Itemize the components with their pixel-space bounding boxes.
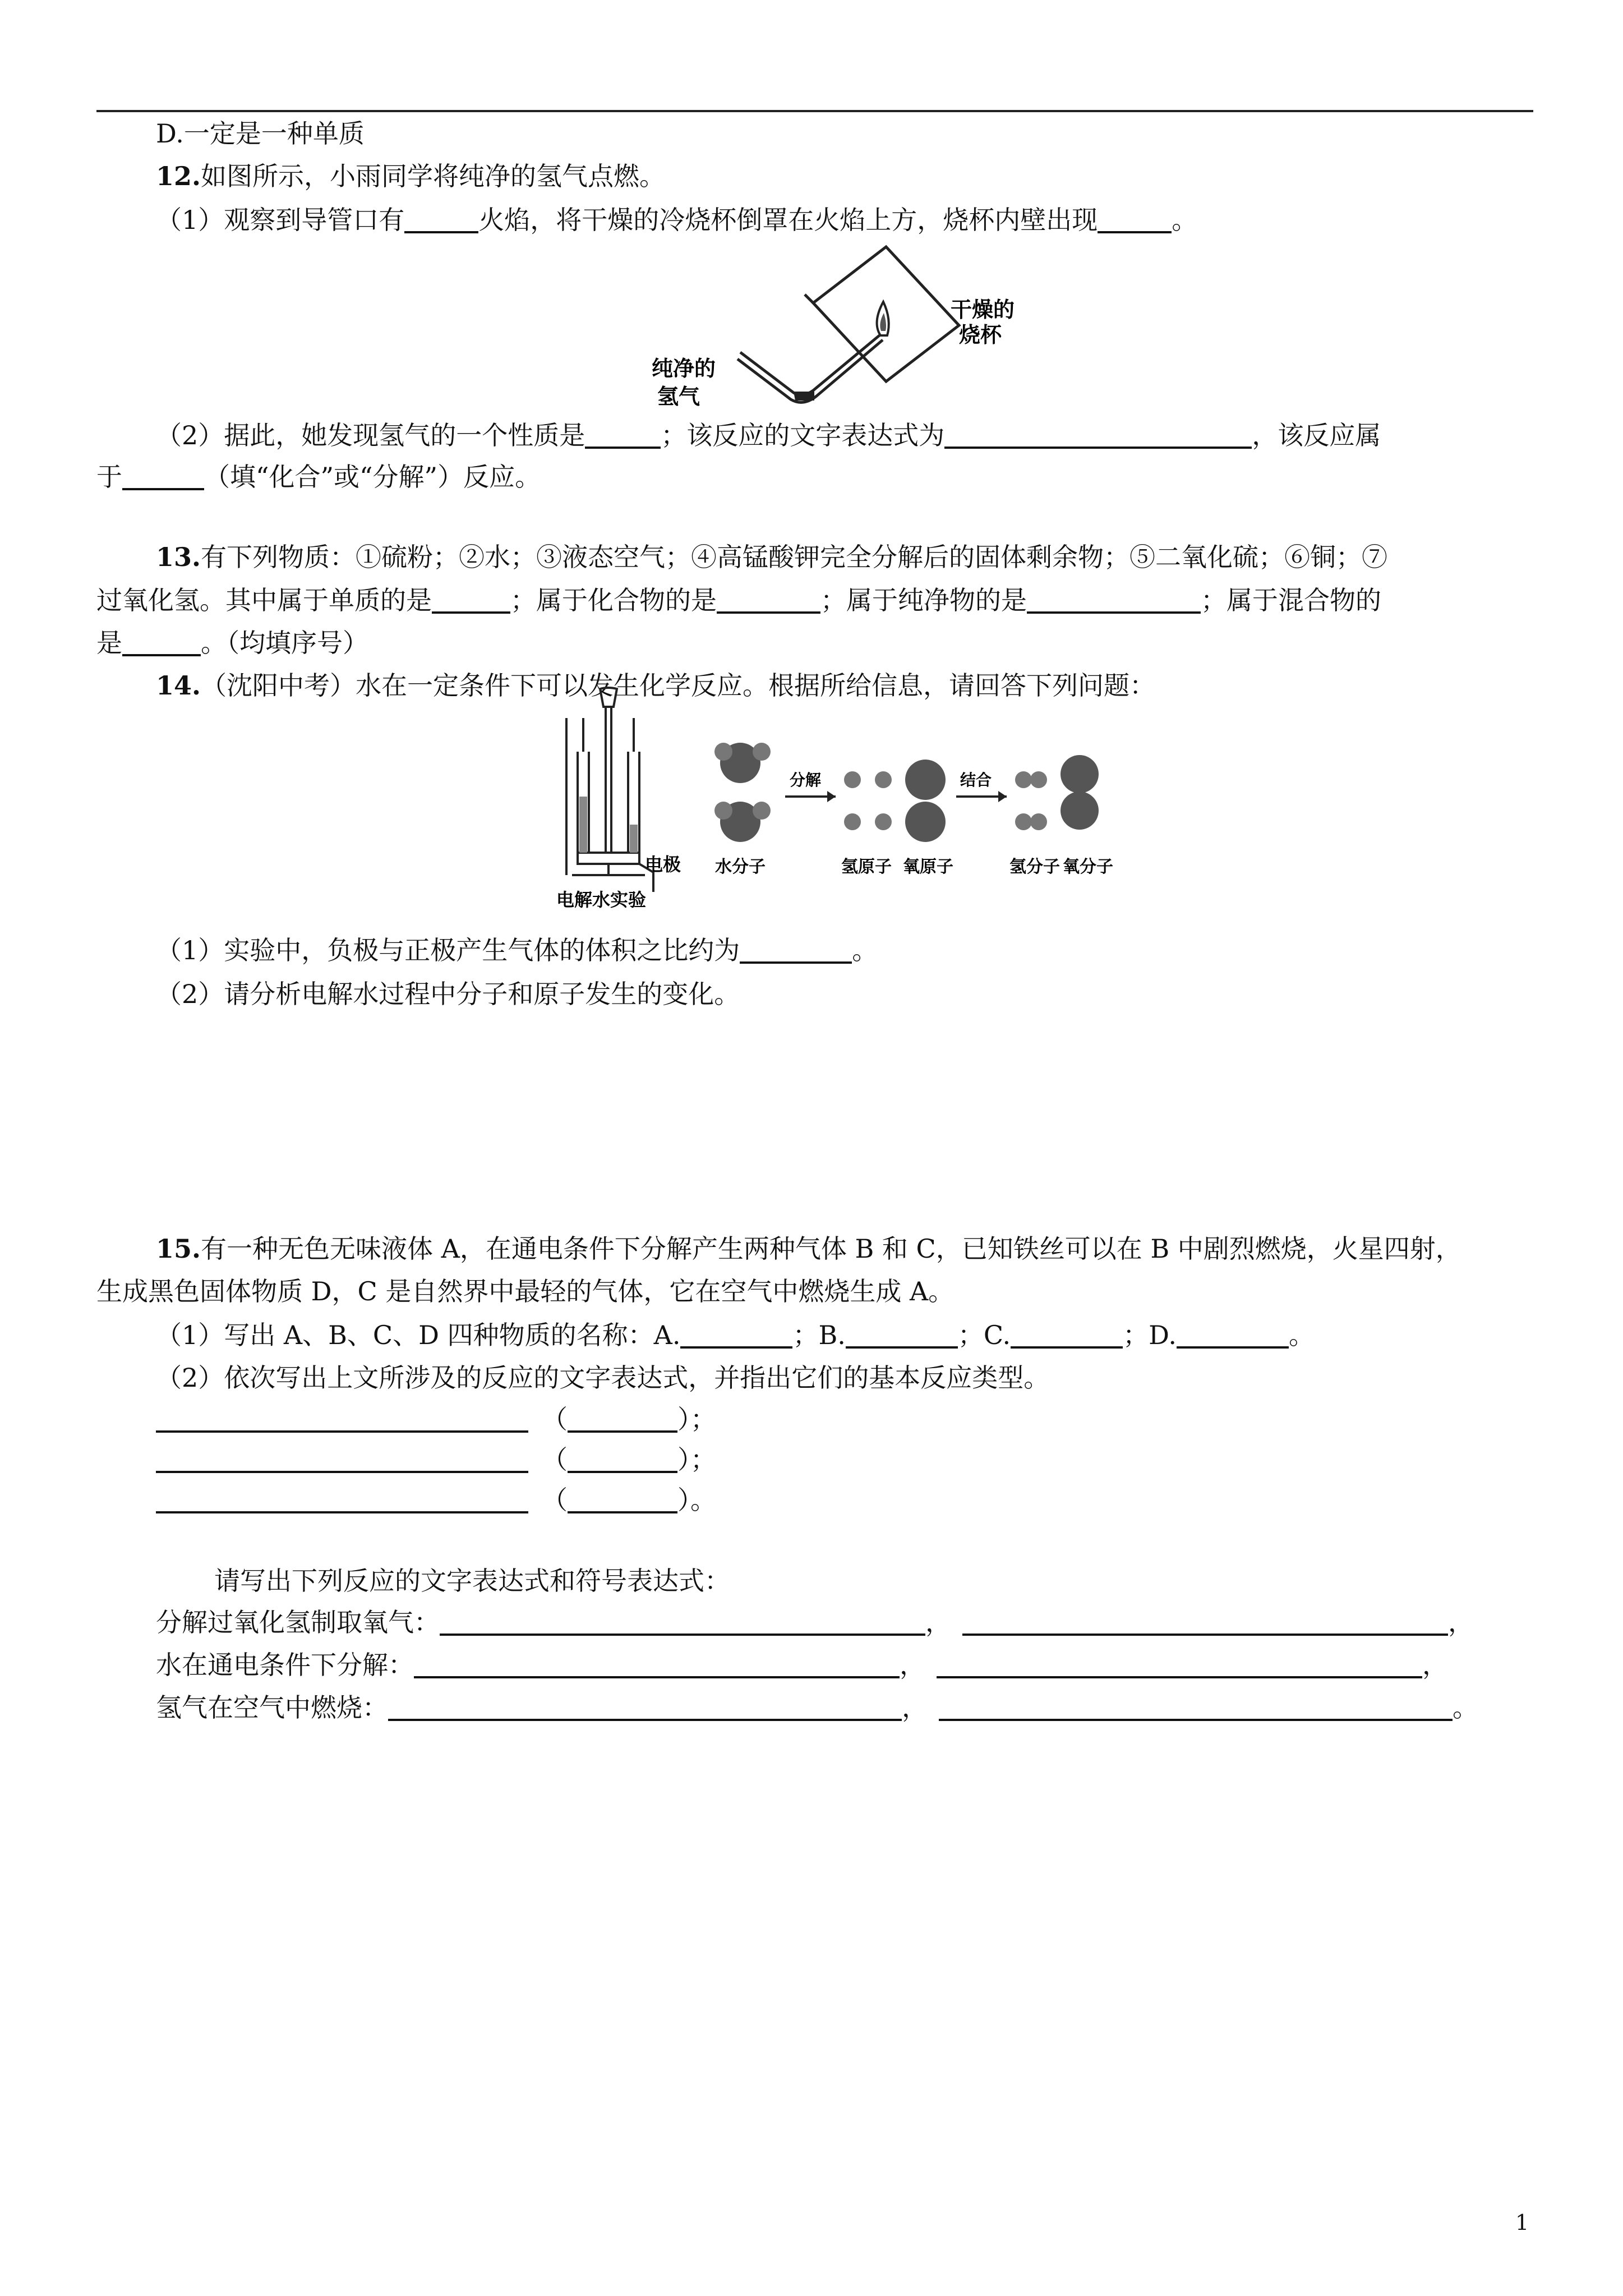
answer-blank-b[interactable] — [846, 1322, 958, 1349]
text: ， — [1422, 1650, 1448, 1680]
text: 分解过氧化氢制取氧气： — [156, 1607, 440, 1637]
text: 过氧化氢。其中属于单质的是 — [96, 585, 432, 615]
electrolysis-figure — [555, 684, 1138, 914]
text: ，该反应属 — [1252, 420, 1381, 450]
text: ， — [1448, 1607, 1474, 1637]
atoms-icon — [844, 760, 946, 842]
answer-blank[interactable] — [156, 1446, 528, 1473]
label-combine: 结合 — [960, 771, 992, 789]
answer-blank[interactable] — [432, 587, 510, 614]
text: 有下列物质：①硫粉；②水；③液态空气；④高锰酸钾完全分解后的固体剩余物；⑤二氧化硫；⑥铜；⑦ — [201, 542, 1388, 572]
answer-blank-a[interactable] — [680, 1322, 792, 1349]
text: ， — [902, 1692, 928, 1723]
electrolysis-apparatus-icon — [566, 688, 653, 892]
text: 是 — [96, 628, 122, 658]
label-o-molecule: 氧分子 — [1063, 857, 1113, 877]
text: 。 — [1172, 205, 1198, 235]
question-text: 如图所示，小雨同学将纯净的氢气点燃。 — [201, 161, 666, 191]
text: （1）实验中，负极与正极产生气体的体积之比约为 — [156, 935, 740, 965]
text: ， — [900, 1650, 925, 1680]
extra-title: 请写出下列反应的文字表达式和符号表达式： — [214, 1566, 730, 1596]
text: 。 — [1453, 1692, 1478, 1723]
answer-blank[interactable] — [740, 937, 852, 964]
text: （ — [542, 1485, 568, 1515]
text: （沈阳中考）水在一定条件下可以发生化学反应。根据所给信息，请回答下列问题： — [201, 670, 1156, 701]
water-molecule-icon — [714, 743, 771, 842]
question-15-part2: （2）依次写出上文所涉及的反应的文字表达式，并指出它们的基本反应类型。 — [156, 1363, 1050, 1393]
header-rule — [96, 110, 1533, 112]
question-number: 15. — [156, 1234, 201, 1264]
label-electrode: 电极 — [645, 854, 681, 875]
text: （2）据此，她发现氢气的一个性质是 — [156, 420, 585, 450]
label-decompose: 分解 — [790, 771, 822, 789]
answer-blank-symbol[interactable] — [939, 1694, 1453, 1721]
question-12-stem — [156, 159, 665, 193]
text: ；属于纯净物的是 — [820, 585, 1027, 615]
label-pure: 纯净的 — [652, 356, 716, 381]
question-15-line2: 生成黑色固体物质 D，C 是自然界中最轻的气体，它在空气中燃烧生成 A。 — [96, 1276, 955, 1306]
extra-row-3 — [156, 1691, 1478, 1724]
flame-icon — [877, 302, 889, 335]
extra-row-2 — [156, 1648, 1448, 1682]
answer-blank-symbol[interactable] — [962, 1609, 1448, 1636]
question-15-line1 — [156, 1232, 1461, 1266]
text: ；D. — [1123, 1320, 1177, 1350]
answer-blank[interactable] — [156, 1406, 528, 1433]
answer-blank[interactable] — [156, 1487, 528, 1513]
question-12-part2 — [156, 418, 1381, 452]
question-13-line3 — [96, 626, 368, 660]
answer-blank-c[interactable] — [1011, 1322, 1123, 1349]
text: （填“化合”或“分解”）反应。 — [204, 462, 541, 492]
extra-row-1 — [156, 1605, 1474, 1639]
text: （1）写出 A、B、C、D 四种物质的名称：A. — [156, 1320, 681, 1350]
answer-blank[interactable] — [122, 463, 204, 490]
text: 水在通电条件下分解： — [156, 1650, 414, 1680]
answer-blank[interactable] — [1027, 587, 1201, 614]
text: ）； — [677, 1404, 716, 1434]
text: （ — [542, 1404, 568, 1434]
text: ；属于混合物的 — [1201, 585, 1381, 615]
text: ；B. — [792, 1320, 846, 1350]
reaction-line-1 — [156, 1402, 716, 1436]
text: ）； — [677, 1444, 716, 1475]
answer-blank[interactable] — [1098, 206, 1172, 233]
text: 有一种无色无味液体 A，在通电条件下分解产生两种气体 B 和 C，已知铁丝可以在 B 中剧烈燃烧，火星四射， — [201, 1234, 1461, 1264]
text: （1）观察到导管口有 — [156, 205, 405, 235]
label-beaker: 烧杯 — [959, 323, 1002, 347]
question-number: 13. — [156, 542, 201, 572]
question-12-part2-cont — [96, 460, 541, 494]
answer-blank[interactable] — [717, 587, 820, 614]
text: 。 — [1288, 1320, 1315, 1350]
text: ；C. — [957, 1320, 1011, 1350]
answer-blank[interactable] — [585, 422, 661, 449]
question-13-line1 — [156, 540, 1387, 574]
reaction-line-3 — [156, 1483, 716, 1517]
text: ， — [925, 1607, 951, 1637]
answer-blank-d[interactable] — [1177, 1322, 1289, 1349]
question-number: 14. — [156, 670, 201, 701]
text: （ — [542, 1444, 568, 1475]
answer-blank-word[interactable] — [440, 1609, 925, 1636]
label-h-atom: 氢原子 — [841, 857, 892, 877]
label-h-molecule: 氢分子 — [1009, 857, 1060, 877]
text: 火焰，将干燥的冷烧杯倒罩在火焰上方，烧杯内壁出现 — [478, 205, 1098, 235]
answer-blank[interactable] — [568, 1406, 677, 1433]
glass-tube-icon — [737, 335, 883, 402]
option-d: D.一定是一种单质 — [156, 118, 365, 149]
question-number: 12. — [156, 161, 201, 191]
answer-blank[interactable] — [568, 1446, 677, 1473]
text: ）。 — [677, 1485, 716, 1515]
answer-blank[interactable] — [404, 206, 478, 233]
molecules-icon — [1015, 755, 1099, 830]
text: 于 — [96, 462, 122, 492]
text: ；该反应的文字表达式为 — [661, 420, 945, 450]
page-number: 1 — [1515, 2210, 1529, 2235]
text: 。 — [852, 935, 878, 965]
hydrogen-combustion-figure — [645, 241, 1038, 415]
question-15-part1 — [156, 1318, 1315, 1352]
answer-blank-word[interactable] — [414, 1651, 900, 1678]
answer-blank[interactable] — [122, 629, 201, 656]
reaction-line-2 — [156, 1443, 716, 1476]
text: 氢气在空气中燃烧： — [156, 1692, 388, 1723]
question-14-part2: （2）请分析电解水过程中分子和原子发生的变化。 — [156, 979, 740, 1009]
answer-blank[interactable] — [568, 1487, 677, 1513]
text: 。（均填序号） — [201, 628, 368, 658]
answer-blank-word[interactable] — [388, 1694, 902, 1721]
label-water-molecule: 水分子 — [715, 857, 766, 877]
question-14-part1 — [156, 933, 878, 967]
label-o-atom: 氧原子 — [903, 857, 953, 877]
answer-blank[interactable] — [944, 422, 1252, 449]
text: ；属于化合物的是 — [510, 585, 717, 615]
label-hydrogen: 氢气 — [657, 384, 700, 409]
question-13-line2 — [96, 583, 1381, 617]
answer-blank-symbol[interactable] — [937, 1651, 1422, 1678]
label-dry: 干燥的 — [951, 297, 1015, 322]
label-experiment: 电解水实验 — [556, 889, 647, 910]
question-12-part1 — [156, 203, 1197, 237]
